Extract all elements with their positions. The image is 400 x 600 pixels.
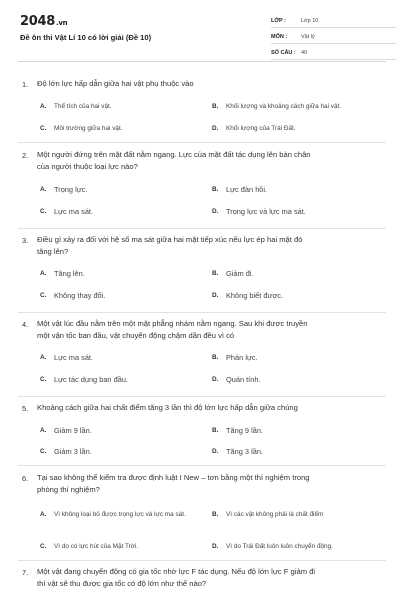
answer-option[interactable] — [40, 448, 208, 457]
option-text: Trọng lực và lực ma sát. — [226, 207, 306, 216]
option-text: Lực đàn hồi. — [226, 185, 268, 194]
meta-value: Lớp 10 — [301, 18, 319, 24]
answer-option[interactable] — [212, 376, 380, 385]
option-text: Thể tích của hai vật. — [54, 103, 112, 110]
answer-option[interactable] — [212, 448, 380, 457]
question-block — [18, 473, 386, 550]
option-text: Lực ma sát. — [54, 353, 94, 362]
option-letter: D. — [212, 376, 219, 383]
site-logo[interactable] — [20, 14, 67, 29]
meta-value: Vật lý — [301, 34, 315, 40]
option-text: Vì không loại bỏ được trọng lực và lực ma sát. — [54, 511, 186, 518]
meta-row-subject — [271, 28, 396, 44]
option-letter: D. — [212, 543, 219, 550]
option-text: Tăng 3 lần. — [226, 447, 263, 456]
question-block — [18, 235, 386, 300]
option-text: Môi trường giữa hai vật. — [54, 125, 123, 132]
option-text: Khối lượng của Trái Đất. — [226, 125, 296, 132]
meta-row-count — [271, 44, 396, 60]
option-text: Vì các vật không phải là chất điểm — [226, 511, 324, 518]
option-text: Giảm đi. — [226, 269, 254, 278]
option-letter: D. — [212, 125, 219, 132]
option-text: Quán tính. — [226, 375, 261, 384]
question-block — [18, 79, 386, 132]
option-text: Phản lực. — [226, 353, 258, 362]
question-number: 2. — [22, 151, 29, 160]
question-text: một vận tốc ban đầu, vật chuyển động chậm dần đều vì có — [37, 331, 235, 340]
option-text: Lực ma sát. — [54, 207, 94, 216]
answer-option[interactable] — [212, 103, 380, 112]
option-letter: A. — [40, 270, 47, 277]
question-divider — [18, 465, 386, 466]
question-divider — [18, 228, 386, 229]
answer-option[interactable] — [212, 427, 380, 436]
option-letter: A. — [40, 354, 47, 361]
question-number: 1. — [22, 80, 29, 89]
question-text: Khoảng cách giữa hai chất điểm tăng 3 lần thì độ lớn lực hấp dẫn giữa chúng — [37, 403, 298, 412]
option-letter: B. — [212, 427, 219, 434]
question-number: 5. — [22, 404, 29, 413]
meta-row-class — [271, 12, 396, 28]
question-block — [18, 567, 386, 588]
option-text: Vì do Trái Đất luôn luôn chuyển động. — [226, 543, 333, 550]
question-divider — [18, 312, 386, 313]
question-number: 7. — [22, 568, 29, 577]
answer-option[interactable] — [212, 208, 380, 217]
answer-option[interactable] — [40, 292, 208, 301]
option-text: Tăng 9 lần. — [226, 426, 263, 435]
question-block — [18, 403, 386, 456]
answer-option[interactable] — [212, 354, 380, 363]
meta-label: SỐ CÂU : — [271, 50, 296, 56]
option-letter: D. — [212, 208, 219, 215]
option-text: Tăng lên. — [54, 269, 85, 278]
option-text: Trọng lực. — [54, 185, 88, 194]
option-letter: A. — [40, 511, 47, 518]
meta-label: MÔN : — [271, 34, 288, 40]
question-block — [18, 319, 386, 384]
option-letter: C. — [40, 543, 47, 550]
question-text: Tại sao không thể kiểm tra được định luật I New – tơn bằng một thí nghiệm trong — [37, 473, 310, 482]
option-letter: C. — [40, 125, 47, 132]
exam-title: Đề ôn thi Vật Lí 10 có lời giải (Đề 10) — [20, 33, 152, 42]
answer-option[interactable] — [40, 511, 200, 520]
question-number: 3. — [22, 236, 29, 245]
meta-value: 40 — [301, 50, 308, 56]
answer-option[interactable] — [40, 354, 208, 363]
question-divider — [18, 142, 386, 143]
exam-meta — [271, 12, 396, 60]
question-number: 6. — [22, 474, 29, 483]
option-text: Giảm 9 lần. — [54, 426, 92, 435]
option-letter: C. — [40, 208, 47, 215]
logo-tld: .vn — [55, 19, 68, 27]
answer-option[interactable] — [40, 125, 208, 134]
question-text: Một vật đang chuyển động có gia tốc nhờ lực F tác dụng. Nếu độ lớn lực F giảm đi — [37, 567, 316, 576]
option-letter: B. — [212, 270, 219, 277]
question-text: của người thuộc loại lực nào? — [37, 162, 138, 171]
option-letter: C. — [40, 448, 47, 455]
question-text: Độ lớn lực hấp dẫn giữa hai vật phụ thuộc vào — [37, 79, 194, 88]
option-text: Không thay đổi. — [54, 291, 106, 300]
question-text: thì vật sẽ thu được gia tốc có độ lớn như thế nào? — [37, 579, 207, 588]
answer-option[interactable] — [40, 376, 208, 385]
answer-option[interactable] — [212, 543, 380, 552]
option-letter: B. — [212, 186, 219, 193]
answer-option[interactable] — [212, 292, 380, 301]
meta-label: LỚP : — [271, 18, 286, 24]
option-letter: B. — [212, 103, 219, 110]
answer-option[interactable] — [40, 543, 208, 552]
page-header — [18, 0, 386, 62]
question-number: 4. — [22, 320, 29, 329]
answer-option[interactable] — [40, 186, 208, 195]
option-letter: A. — [40, 427, 47, 434]
question-block — [18, 150, 386, 216]
question-text: phòng thí nghiệm? — [37, 485, 100, 494]
answer-option[interactable] — [40, 208, 208, 217]
question-text: Một vật lúc đầu nằm trên một mặt phẳng nhám nằm ngang. Sau khi được truyền — [37, 319, 308, 328]
answer-option[interactable] — [212, 270, 380, 279]
question-text: tăng lên? — [37, 247, 69, 256]
option-letter: C. — [40, 292, 47, 299]
option-letter: D. — [212, 292, 219, 299]
question-text: Một người đứng trên mặt đất nằm ngang. Lực của mặt đất tác dụng lên bàn chân — [37, 150, 311, 159]
answer-option[interactable] — [212, 125, 380, 134]
answer-option[interactable] — [40, 427, 208, 436]
option-letter: C. — [40, 376, 47, 383]
option-letter: A. — [40, 186, 47, 193]
question-divider — [18, 560, 386, 561]
option-text: Lực tác dụng ban đầu. — [54, 375, 128, 384]
option-letter: B. — [212, 511, 219, 518]
option-letter: A. — [40, 103, 47, 110]
answer-option[interactable] — [40, 270, 208, 279]
option-text: Vì do có lực hút của Mặt Trời. — [54, 543, 139, 550]
answer-option[interactable] — [212, 186, 380, 195]
question-divider — [18, 396, 386, 397]
option-letter: B. — [212, 354, 219, 361]
answer-option[interactable] — [212, 511, 380, 520]
option-text: Giảm 3 lần. — [54, 447, 92, 456]
answer-option[interactable] — [40, 103, 208, 112]
option-letter: D. — [212, 448, 219, 455]
option-text: Không biết được. — [226, 291, 284, 300]
option-text: Khối lượng và khoảng cách giữa hai vật. — [226, 103, 342, 110]
question-text: Điều gì xảy ra đối với hệ số ma sát giữa hai mặt tiếp xúc nếu lực ép hai mặt đó — [37, 235, 303, 244]
logo-text: 2048 — [20, 14, 55, 29]
